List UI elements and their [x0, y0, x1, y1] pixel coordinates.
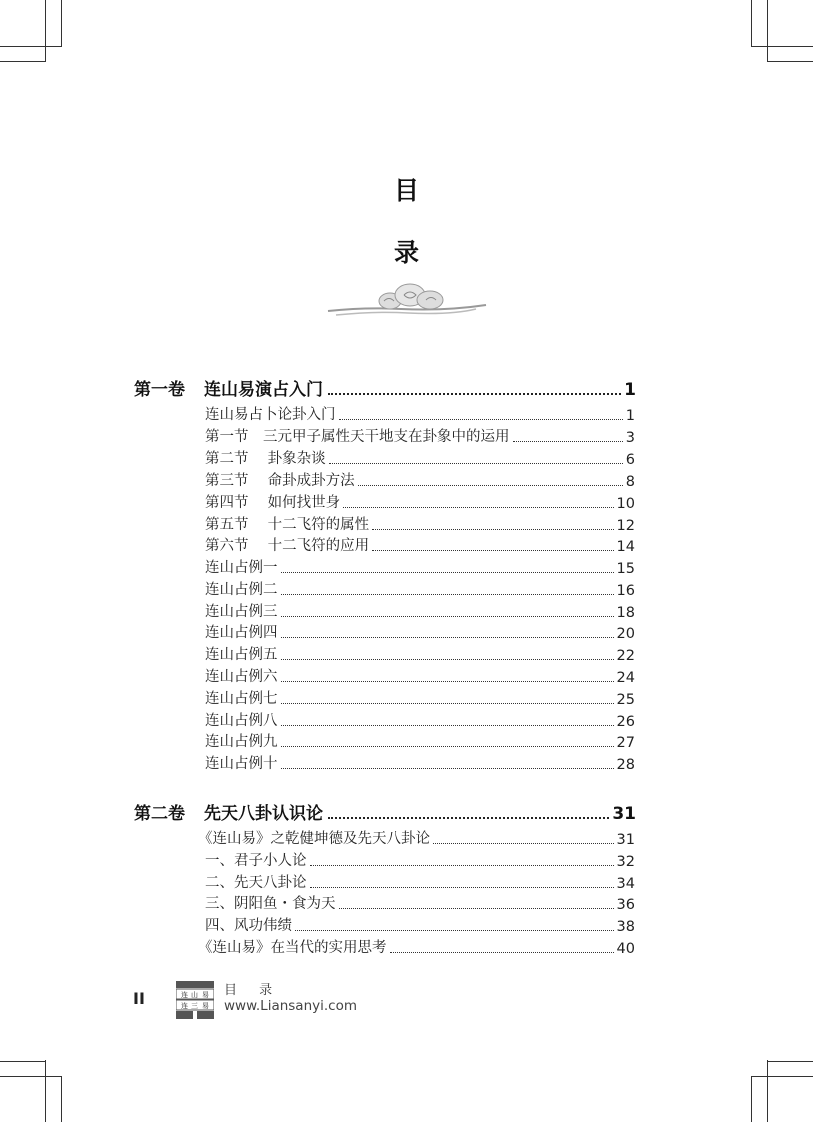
crop-mark [767, 1061, 813, 1062]
logo-char: 易 [202, 991, 209, 999]
volume-title: 先天八卦认识论 [204, 804, 323, 824]
toc-entry-label: 《连山易》在当代的实用思考 [198, 940, 387, 956]
footer-section-title: 目 录 [224, 983, 282, 998]
toc-entry-label: 第四节 如何找世身 [205, 495, 341, 511]
toc-entry-label: 连山占例七 [205, 691, 278, 707]
toc-entry-page: 31 [616, 832, 635, 848]
dot-leader [281, 768, 614, 769]
toc-entry[interactable] [205, 492, 635, 512]
toc-entry[interactable] [205, 470, 635, 490]
dot-leader [343, 507, 613, 508]
dot-leader [281, 637, 614, 638]
crop-mark [751, 46, 813, 47]
toc-entry-page: 22 [616, 648, 635, 664]
toc-entry[interactable] [205, 753, 635, 773]
toc-entry-label: 连山占例三 [205, 604, 278, 620]
toc-entry-page: 18 [616, 605, 635, 621]
dot-leader [372, 529, 613, 530]
toc-entry[interactable] [205, 404, 635, 424]
toc-entry[interactable] [205, 893, 635, 913]
toc-entry-page: 6 [625, 452, 635, 468]
toc-entry[interactable] [205, 448, 635, 468]
toc-entry-page: 3 [625, 430, 635, 446]
dot-leader [281, 572, 614, 573]
crop-mark [61, 0, 62, 46]
toc-entry-page: 15 [616, 561, 635, 577]
toc-entry-page: 28 [616, 757, 635, 773]
toc-entry[interactable] [205, 426, 635, 446]
toc-entry-page: 14 [616, 539, 635, 555]
crop-mark [0, 46, 62, 47]
dot-leader [310, 887, 614, 888]
crop-mark [61, 1076, 62, 1122]
dot-leader [328, 393, 621, 395]
logo-char: 山 [191, 991, 198, 999]
toc-entry-page: 34 [616, 876, 635, 892]
toc-entry-page: 24 [616, 670, 635, 686]
crop-mark [751, 1076, 813, 1077]
toc-entry[interactable] [205, 666, 635, 686]
crop-mark [0, 1061, 46, 1062]
toc-entry-page: 8 [625, 474, 635, 490]
logo-char: 连 [181, 1002, 188, 1010]
crop-mark [767, 61, 813, 62]
toc-entry-page: 25 [616, 692, 635, 708]
toc-entry-page: 26 [616, 714, 635, 730]
toc-entry-label: 连山易占卜论卦入门 [205, 407, 336, 423]
toc-entry-page: 40 [616, 941, 635, 957]
dot-leader [281, 659, 614, 660]
dot-leader [372, 550, 613, 551]
crop-mark [0, 1076, 62, 1077]
toc-entry-label: 连山占例五 [205, 647, 278, 663]
volume-number: 第二卷 [134, 804, 185, 824]
toc-entry[interactable] [205, 710, 635, 730]
dot-leader [329, 463, 623, 464]
toc-entry-label: 四、风功伟绩 [205, 918, 292, 934]
toc-entry-label: 连山占例十 [205, 756, 278, 772]
toc-entry-label: 连山占例二 [205, 582, 278, 598]
toc-entry[interactable] [205, 915, 635, 935]
dot-leader [281, 681, 614, 682]
toc-entry-page: 36 [616, 897, 635, 913]
toc-entry[interactable] [198, 937, 635, 957]
dot-leader [281, 703, 614, 704]
dot-leader [513, 441, 623, 442]
dot-leader [310, 865, 614, 866]
toc-entry-page: 16 [616, 583, 635, 599]
footer-url[interactable]: www.Liansanyi.com [224, 998, 358, 1014]
liansanyi-logo-icon [176, 981, 214, 1019]
volume-title: 连山易演占入门 [204, 380, 323, 400]
page-title: 目 [393, 176, 419, 205]
toc-entry[interactable] [205, 872, 635, 892]
toc-entry[interactable] [205, 579, 635, 599]
dot-leader [390, 952, 614, 953]
toc-entry-label: 连山占例八 [205, 713, 278, 729]
volume-heading[interactable] [134, 800, 636, 824]
toc-entry[interactable] [205, 535, 635, 555]
toc-entry-label: 连山占例九 [205, 734, 278, 750]
toc-entry-page: 27 [616, 735, 635, 751]
toc-entry-label: 第五节 十二飞符的属性 [205, 517, 370, 533]
dot-leader [281, 616, 614, 617]
toc-entry-label: 第二节 卦象杂谈 [205, 451, 326, 467]
dot-leader [433, 843, 614, 844]
toc-entry-label: 第一节 三元甲子属性天干地支在卦象中的运用 [205, 429, 510, 445]
dot-leader [339, 908, 614, 909]
toc-entry[interactable] [205, 622, 635, 642]
logo-char: 三 [191, 1002, 198, 1010]
toc-entry-page: 20 [616, 626, 635, 642]
toc-entry-page: 1 [625, 408, 635, 424]
logo-char: 易 [202, 1002, 209, 1010]
crop-mark [45, 0, 46, 62]
crop-mark [767, 0, 768, 62]
dot-leader [281, 746, 614, 747]
volume-number: 第一卷 [134, 380, 185, 400]
toc-entry-label: 连山占例一 [205, 560, 278, 576]
dot-leader [328, 817, 609, 819]
dot-leader [281, 594, 614, 595]
toc-entry-label: 《连山易》之乾健坤德及先天八卦论 [198, 831, 430, 847]
toc-entry-label: 第三节 命卦成卦方法 [205, 473, 355, 489]
cloud-ornament-icon [326, 280, 488, 322]
toc-entry-page: 38 [616, 919, 635, 935]
toc-entry[interactable] [205, 644, 635, 664]
crop-mark [767, 1060, 768, 1122]
toc-entry[interactable] [205, 514, 635, 534]
toc-entry-label: 连山占例六 [205, 669, 278, 685]
toc-entry[interactable] [198, 828, 635, 848]
dot-leader [358, 485, 623, 486]
toc-entry-page: 10 [616, 496, 635, 512]
toc-entry-label: 一、君子小人论 [205, 853, 307, 869]
crop-mark [45, 1060, 46, 1122]
dot-leader [281, 725, 614, 726]
toc-entry-label: 二、先天八卦论 [205, 875, 307, 891]
toc-entry-page: 12 [616, 518, 635, 534]
dot-leader [295, 930, 614, 931]
toc-entry[interactable] [205, 850, 635, 870]
volume-page: 31 [612, 804, 636, 824]
page-number: II [133, 989, 145, 1008]
toc-entry-label: 三、阴阳鱼・食为天 [205, 896, 336, 912]
page-title: 录 [393, 238, 419, 267]
toc-entry-label: 连山占例四 [205, 625, 278, 641]
toc-entry-page: 32 [616, 854, 635, 870]
dot-leader [339, 419, 623, 420]
toc-entry[interactable] [205, 601, 635, 621]
crop-mark [751, 0, 752, 46]
toc-entry-label: 第六节 十二飞符的应用 [205, 538, 370, 554]
toc-entry[interactable] [205, 731, 635, 751]
toc-entry[interactable] [205, 557, 635, 577]
toc-entry[interactable] [205, 688, 635, 708]
logo-char: 连 [181, 991, 188, 999]
crop-mark [0, 61, 46, 62]
crop-mark [751, 1076, 752, 1122]
volume-page: 1 [624, 380, 636, 400]
volume-heading[interactable] [134, 376, 636, 400]
